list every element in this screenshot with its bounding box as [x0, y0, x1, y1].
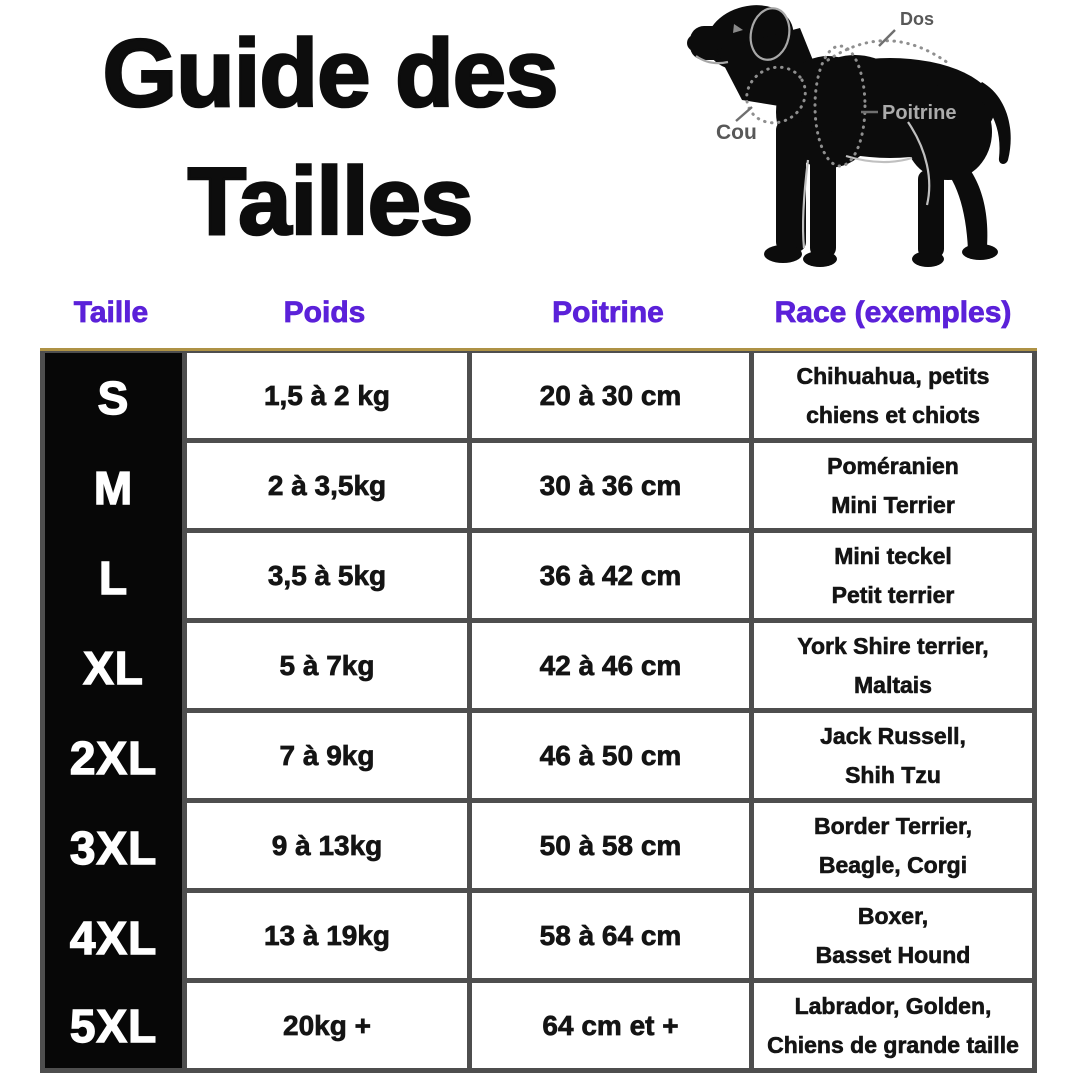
- label-dos: Dos: [900, 9, 935, 29]
- cell-poitrine-row4: [472, 713, 749, 798]
- cell-race-row5: [754, 803, 1032, 888]
- cell-poids-row7: [187, 983, 467, 1068]
- cell-poids-row3: [187, 623, 467, 708]
- poitrine-value: 50 à 58 cm: [539, 829, 682, 861]
- race-value-line: Basset Hound: [815, 941, 971, 968]
- cell-poitrine-row3: [472, 623, 749, 708]
- header-poitrine: Poitrine: [552, 296, 664, 329]
- header-race: Race (exemples): [774, 296, 1012, 329]
- poitrine-value: 42 à 46 cm: [539, 649, 682, 681]
- cell-poids-row2: [187, 533, 467, 618]
- cell-poids-row6: [187, 893, 467, 978]
- cell-poids-row0: [187, 353, 467, 438]
- cell-poids-row1: [187, 443, 467, 528]
- poitrine-value: 58 à 64 cm: [539, 919, 682, 951]
- race-value-line: Beagle, Corgi: [818, 851, 968, 878]
- poitrine-value: 30 à 36 cm: [539, 469, 682, 501]
- size-label-S: S: [97, 372, 130, 424]
- poids-value: 2 à 3,5kg: [267, 469, 387, 501]
- size-label-XL: XL: [83, 642, 144, 694]
- race-value-line: Mini Terrier: [831, 491, 955, 518]
- cell-poitrine-row0: [472, 353, 749, 438]
- race-value-line: Boxer,: [857, 902, 929, 929]
- race-value-line: Shih Tzu: [845, 761, 941, 788]
- poids-value: 13 à 19kg: [263, 919, 391, 951]
- dog-silhouette-svg: [650, 0, 1080, 290]
- header-poids: Poids: [283, 296, 366, 329]
- race-value-line: Labrador, Golden,: [794, 992, 992, 1019]
- race-value-line: Chiens de grande taille: [767, 1031, 1019, 1058]
- cell-poitrine-row5: [472, 803, 749, 888]
- cell-race-row2: [754, 533, 1032, 618]
- cell-poids-row4: [187, 713, 467, 798]
- table-header-row: [40, 296, 1037, 330]
- cell-race-row0: [754, 353, 1032, 438]
- size-label-M: M: [93, 462, 134, 514]
- size-column: [45, 353, 182, 1068]
- dog-measurement-diagram: [650, 0, 1080, 290]
- poitrine-value: 20 à 30 cm: [539, 379, 682, 411]
- cell-race-row1: [754, 443, 1032, 528]
- race-value-line: Jack Russell,: [820, 722, 966, 749]
- size-label-5XL: 5XL: [69, 999, 158, 1052]
- race-value-line: Chihuahua, petits: [796, 362, 990, 389]
- poids-value: 9 à 13kg: [271, 829, 383, 861]
- race-value-line: chiens et chiots: [806, 401, 980, 428]
- label-poitrine: Poitrine: [882, 102, 957, 124]
- cell-poitrine-row6: [472, 893, 749, 978]
- race-value-line: Petit terrier: [831, 581, 955, 608]
- page-title: [30, 10, 630, 266]
- race-value-line: Border Terrier,: [813, 812, 973, 839]
- page-title-line1: Guide des: [102, 20, 558, 127]
- cell-poitrine-row7: [472, 983, 749, 1068]
- poitrine-value: 46 à 50 cm: [539, 739, 682, 771]
- page-title-line2: Tailles: [187, 148, 473, 255]
- cell-poids-row5: [187, 803, 467, 888]
- poids-value: 20kg +: [283, 1009, 371, 1041]
- size-table: [40, 348, 1037, 1073]
- poids-value: 3,5 à 5kg: [267, 559, 387, 591]
- poids-value: 1,5 à 2 kg: [263, 379, 391, 411]
- cell-race-row4: [754, 713, 1032, 798]
- cell-poitrine-row1: [472, 443, 749, 528]
- poitrine-value: 36 à 42 cm: [539, 559, 682, 591]
- race-value-line: Poméranien: [827, 452, 959, 479]
- race-value-line: Mini teckel: [834, 542, 952, 569]
- cell-race-row3: [754, 623, 1032, 708]
- race-value-line: York Shire terrier,: [797, 632, 989, 659]
- size-label-L: L: [98, 552, 129, 604]
- size-label-3XL: 3XL: [69, 822, 158, 874]
- header-taille: Taille: [73, 296, 149, 329]
- poids-value: 7 à 9kg: [279, 739, 375, 771]
- size-label-2XL: 2XL: [69, 732, 158, 784]
- label-cou: Cou: [716, 121, 757, 144]
- race-value-line: Maltais: [854, 671, 932, 698]
- cell-race-row6: [754, 893, 1032, 978]
- cell-poitrine-row2: [472, 533, 749, 618]
- poids-value: 5 à 7kg: [279, 649, 375, 681]
- cell-race-row7: [754, 983, 1032, 1068]
- poitrine-value: 64 cm et +: [542, 1009, 679, 1041]
- size-label-4XL: 4XL: [69, 912, 158, 964]
